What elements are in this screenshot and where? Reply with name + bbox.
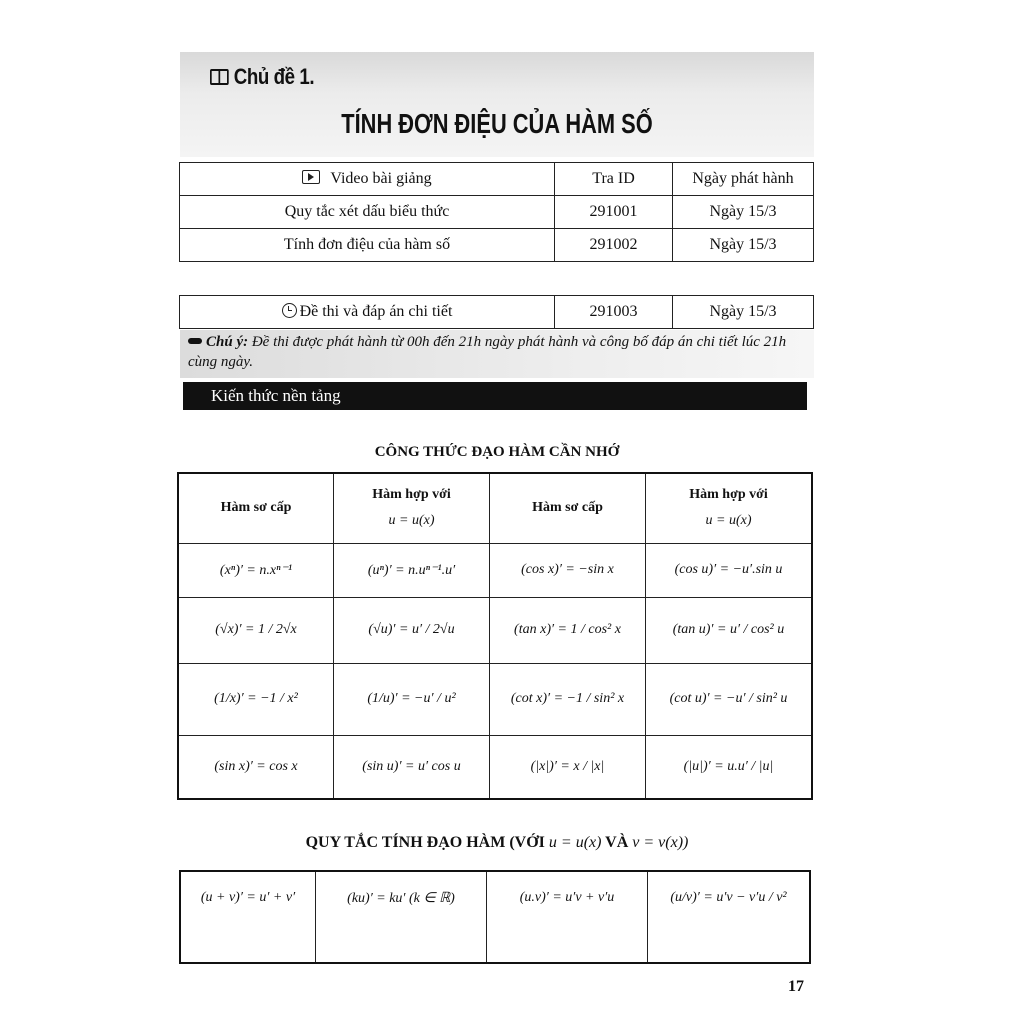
formula-cell: (sin x)′ = cos x xyxy=(178,735,334,799)
exam-table xyxy=(179,295,814,329)
formula-cell: (xⁿ)′ = n.xⁿ⁻¹ xyxy=(178,543,334,597)
header-composite: Hàm hợp với u = u(x) xyxy=(646,473,813,543)
header-elementary: Hàm sơ cấp xyxy=(178,473,334,543)
topic-label xyxy=(210,64,314,90)
table-row xyxy=(178,735,812,799)
formula-cell: (cos x)′ = −sin x xyxy=(490,543,646,597)
rule-cell: (ku)′ = ku′ (k ∈ ℝ) xyxy=(316,871,487,963)
rule-cell: (u/v)′ = u′v − v′u / v² xyxy=(648,871,811,963)
video-id: 291002 xyxy=(555,229,673,262)
exam-date: Ngày 15/3 xyxy=(673,296,814,329)
formula-cell: (√x)′ = 1 / 2√x xyxy=(178,597,334,663)
exam-title: Đề thi và đáp án chi tiết xyxy=(180,296,555,329)
table-row xyxy=(178,597,812,663)
book-icon xyxy=(210,69,229,85)
header-composite: Hàm hợp với u = u(x) xyxy=(334,473,490,543)
table-row xyxy=(180,196,814,229)
section-bar xyxy=(183,382,807,410)
date-header: Ngày phát hành xyxy=(673,163,814,196)
rules-title: QUY TẮC TÍNH ĐẠO HÀM (VỚI u = u(x) VÀ v = v(x)) xyxy=(305,834,689,851)
table-row xyxy=(180,871,810,963)
table-row xyxy=(180,163,814,196)
page-number: 17 xyxy=(788,978,804,995)
video-header: Video bài giảng xyxy=(180,163,555,196)
header-elementary: Hàm sơ cấp xyxy=(490,473,646,543)
formula-cell: (tan u)′ = u′ / cos² u xyxy=(646,597,813,663)
clock-icon xyxy=(282,303,297,318)
formula-cell: (1/u)′ = −u′ / u² xyxy=(334,663,490,735)
formula-cell: (1/x)′ = −1 / x² xyxy=(178,663,334,735)
formula-cell: (cos u)′ = −u′.sin u xyxy=(646,543,813,597)
formula-cell: (|x|)′ = x / |x| xyxy=(490,735,646,799)
derivative-rules-table xyxy=(179,870,811,964)
table-row xyxy=(178,543,812,597)
video-id: 291001 xyxy=(555,196,673,229)
formula-cell: (cot u)′ = −u′ / sin² u xyxy=(646,663,813,735)
video-title: Tính đơn điệu của hàm số xyxy=(180,229,555,262)
formula-cell: (sin u)′ = u′ cos u xyxy=(334,735,490,799)
id-header: Tra ID xyxy=(555,163,673,196)
rule-cell: (u + v)′ = u′ + v′ xyxy=(180,871,316,963)
pointing-hand-icon xyxy=(188,338,202,344)
exam-id: 291003 xyxy=(555,296,673,329)
table-row xyxy=(178,663,812,735)
note-label: Chú ý: xyxy=(206,334,249,350)
formula-cell: (|u|)′ = u.u′ / |u| xyxy=(646,735,813,799)
note-text: Đề thi được phát hành từ 00h đến 21h ngày phát hành và công bố đáp án chi tiết lúc 21h cùng ngày. xyxy=(188,334,787,370)
video-date: Ngày 15/3 xyxy=(673,196,814,229)
play-icon xyxy=(302,170,320,184)
formula-cell: (tan x)′ = 1 / cos² x xyxy=(490,597,646,663)
topic-title: TÍNH ĐƠN ĐIỆU CỦA HÀM SỐ xyxy=(341,108,653,139)
topic-label-text: Chủ đề 1. xyxy=(233,64,315,89)
table-row xyxy=(180,229,814,262)
video-table xyxy=(179,162,814,262)
table-row xyxy=(180,296,814,329)
section-title: Kiến thức nền tảng xyxy=(211,386,341,405)
video-date: Ngày 15/3 xyxy=(673,229,814,262)
formula-table-title: CÔNG THỨC ĐẠO HÀM CẦN NHỚ xyxy=(374,444,620,460)
formula-cell: (√u)′ = u′ / 2√u xyxy=(334,597,490,663)
formula-cell: (uⁿ)′ = n.uⁿ⁻¹.u′ xyxy=(334,543,490,597)
formula-cell: (cot x)′ = −1 / sin² x xyxy=(490,663,646,735)
table-row xyxy=(178,473,812,543)
video-title: Quy tắc xét dấu biểu thức xyxy=(180,196,555,229)
rule-cell: (u.v)′ = u′v + v′u xyxy=(487,871,648,963)
derivative-formula-table xyxy=(177,472,813,800)
note xyxy=(188,332,808,372)
